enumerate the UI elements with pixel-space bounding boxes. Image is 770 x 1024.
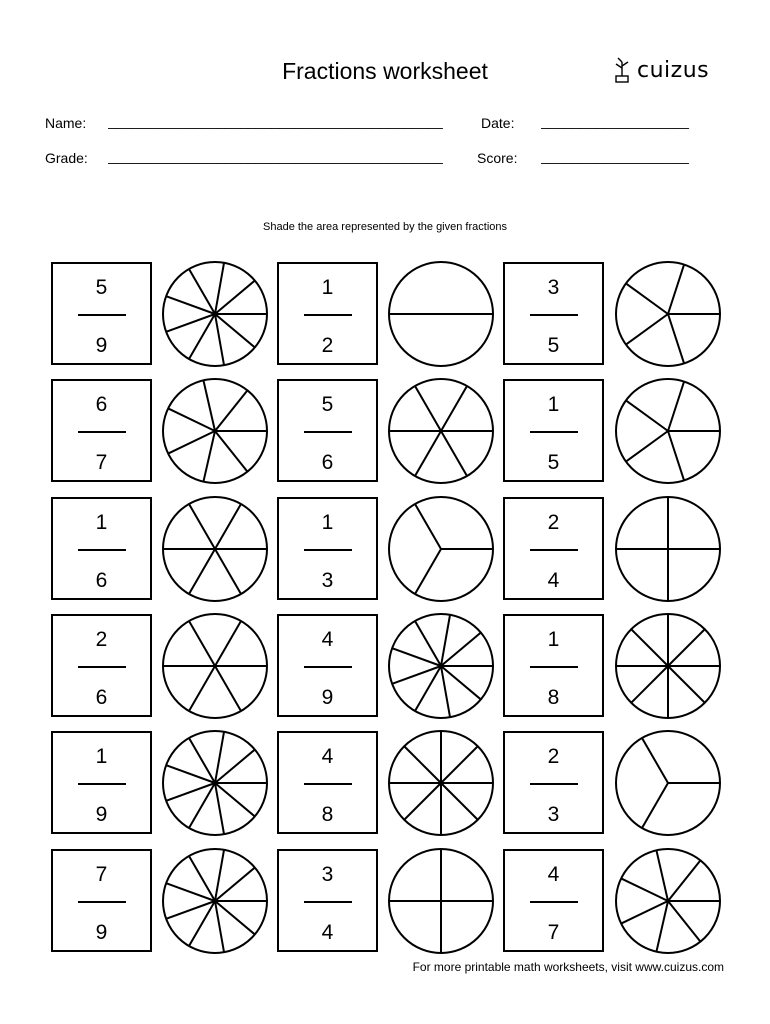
fraction-card <box>51 614 152 717</box>
numerator: 2 <box>95 628 108 651</box>
fraction-bar <box>530 901 578 903</box>
fraction-card <box>503 731 604 834</box>
denominator: 9 <box>95 334 108 357</box>
numerator: 4 <box>321 745 334 768</box>
divided-circle[interactable] <box>161 612 269 720</box>
denominator: 9 <box>95 921 108 944</box>
numerator: 5 <box>95 276 108 299</box>
fraction-bar <box>78 666 126 668</box>
fraction-bar <box>530 783 578 785</box>
brand-logo <box>612 56 709 84</box>
fraction-bar <box>304 314 352 316</box>
numerator: 2 <box>547 745 560 768</box>
denominator: 5 <box>547 451 560 474</box>
plant-logo-icon <box>612 56 632 84</box>
divided-circle[interactable] <box>387 377 495 485</box>
numerator: 1 <box>95 745 108 768</box>
name-label: Name: <box>45 115 87 131</box>
numerator: 1 <box>95 511 108 534</box>
numerator: 7 <box>95 863 108 886</box>
fraction-bar <box>78 901 126 903</box>
fraction-card <box>503 379 604 482</box>
divided-circle[interactable] <box>387 612 495 720</box>
numerator: 1 <box>321 276 334 299</box>
numerator: 3 <box>547 276 560 299</box>
divided-circle[interactable] <box>161 847 269 955</box>
numerator: 1 <box>547 628 560 651</box>
denominator: 3 <box>547 803 560 826</box>
fraction-card <box>51 497 152 600</box>
denominator: 6 <box>95 686 108 709</box>
divided-circle[interactable] <box>387 847 495 955</box>
fraction-bar <box>530 666 578 668</box>
numerator: 3 <box>321 863 334 886</box>
numerator: 1 <box>321 511 334 534</box>
fraction-bar <box>78 549 126 551</box>
logo-text: cuizus <box>637 57 710 83</box>
footer-note: For more printable math worksheets, visit www.cuizus.com <box>412 960 724 974</box>
fraction-card <box>51 849 152 952</box>
denominator: 2 <box>321 334 334 357</box>
numerator: 6 <box>95 393 108 416</box>
divided-circle[interactable] <box>614 612 722 720</box>
fraction-bar <box>78 431 126 433</box>
fraction-bar <box>530 314 578 316</box>
denominator: 7 <box>547 921 560 944</box>
date-label: Date: <box>481 115 515 131</box>
numerator: 5 <box>321 393 334 416</box>
denominator: 9 <box>321 686 334 709</box>
fraction-card <box>277 497 378 600</box>
date-field[interactable]: ___________________ <box>541 113 689 129</box>
fraction-card <box>503 497 604 600</box>
divided-circle[interactable] <box>161 260 269 368</box>
fraction-bar <box>530 431 578 433</box>
divided-circle[interactable] <box>614 729 722 837</box>
divided-circle[interactable] <box>614 377 722 485</box>
divided-circle[interactable] <box>161 377 269 485</box>
grade-label: Grade: <box>45 150 88 166</box>
divided-circle[interactable] <box>161 729 269 837</box>
fraction-card <box>277 379 378 482</box>
numerator: 4 <box>547 863 560 886</box>
grade-field[interactable]: ___________________________________________ <box>108 148 443 164</box>
fraction-card <box>277 262 378 365</box>
denominator: 3 <box>321 569 334 592</box>
fraction-bar <box>304 549 352 551</box>
numerator: 1 <box>547 393 560 416</box>
fraction-card <box>503 262 604 365</box>
denominator: 6 <box>95 569 108 592</box>
denominator: 8 <box>321 803 334 826</box>
fraction-card <box>277 849 378 952</box>
divided-circle[interactable] <box>614 847 722 955</box>
page-title: Fractions worksheet <box>282 58 488 84</box>
fraction-bar <box>304 431 352 433</box>
denominator: 6 <box>321 451 334 474</box>
numerator: 4 <box>321 628 334 651</box>
divided-circle[interactable] <box>614 260 722 368</box>
fraction-bar <box>304 666 352 668</box>
score-label: Score: <box>477 150 518 166</box>
divided-circle[interactable] <box>614 495 722 603</box>
fraction-card <box>51 731 152 834</box>
fraction-bar <box>78 314 126 316</box>
denominator: 4 <box>547 569 560 592</box>
fraction-card <box>51 262 152 365</box>
fraction-card <box>503 849 604 952</box>
denominator: 8 <box>547 686 560 709</box>
fraction-card <box>51 379 152 482</box>
fraction-bar <box>304 901 352 903</box>
instructions: Shade the area represented by the given fractions <box>263 221 507 233</box>
fraction-bar <box>78 783 126 785</box>
name-field[interactable]: ___________________________________________ <box>108 113 443 129</box>
fraction-bar <box>304 783 352 785</box>
divided-circle[interactable] <box>161 495 269 603</box>
divided-circle[interactable] <box>387 260 495 368</box>
fraction-card <box>277 731 378 834</box>
numerator: 2 <box>547 511 560 534</box>
denominator: 4 <box>321 921 334 944</box>
denominator: 9 <box>95 803 108 826</box>
divided-circle[interactable] <box>387 729 495 837</box>
denominator: 7 <box>95 451 108 474</box>
denominator: 5 <box>547 334 560 357</box>
fraction-bar <box>530 549 578 551</box>
score-field[interactable]: ___________________ <box>541 148 689 164</box>
fraction-card <box>277 614 378 717</box>
fraction-card <box>503 614 604 717</box>
divided-circle[interactable] <box>387 495 495 603</box>
